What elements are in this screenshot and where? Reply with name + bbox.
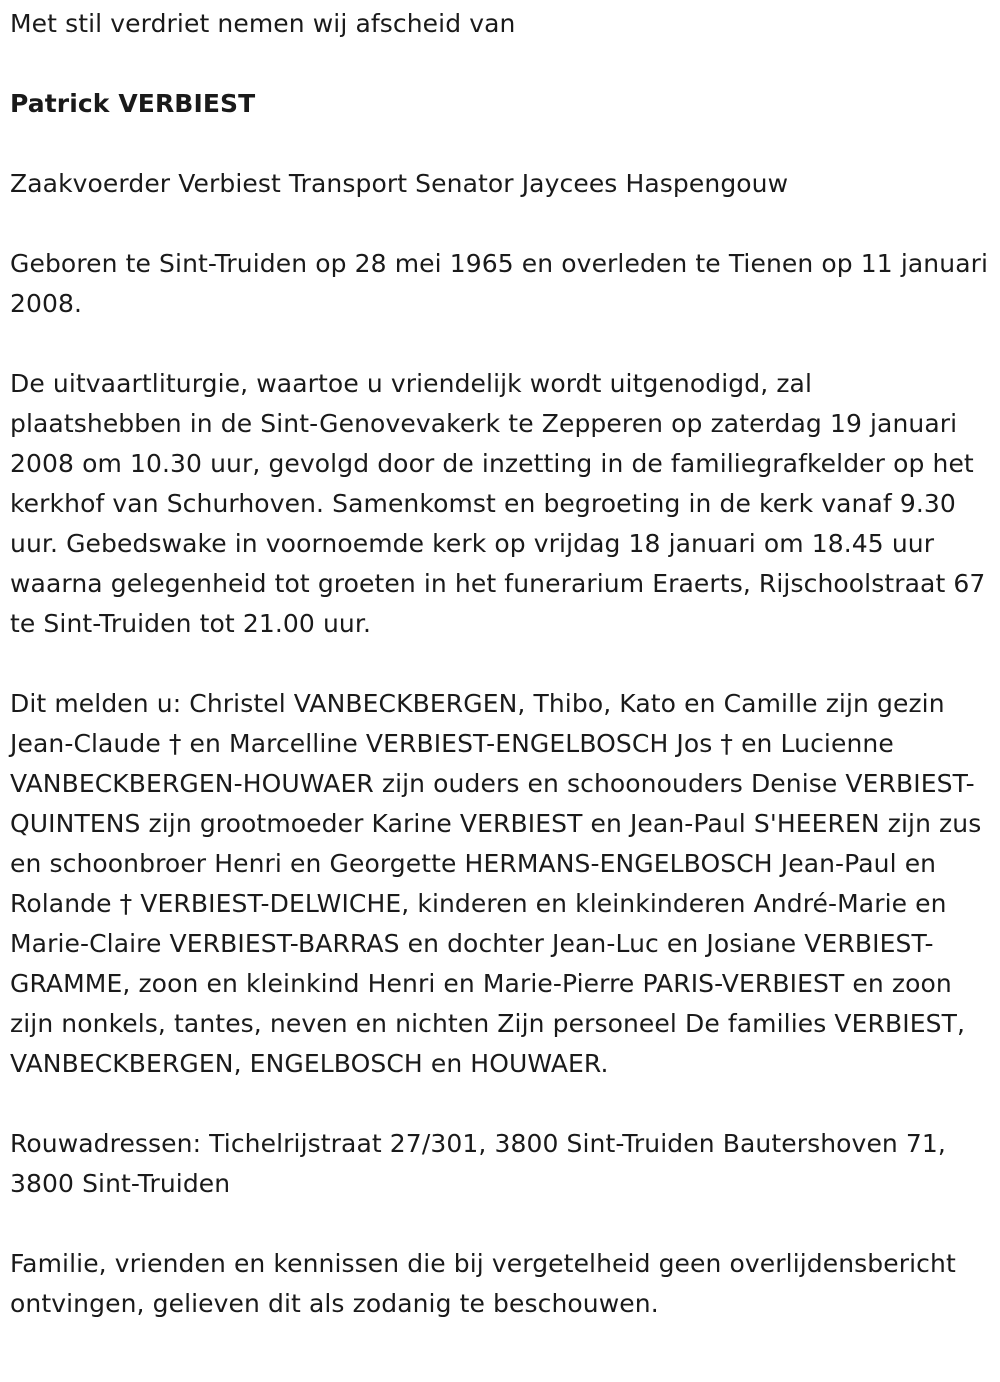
closing-note: Familie, vrienden en kennissen die bij vergetelheid geen overlijdensbericht ontvingen, gelieven dit als zodanig te beschouwen. <box>10 1249 956 1318</box>
deceased-name: Patrick VERBIEST <box>10 89 256 118</box>
occupation-text: Zaakvoerder Verbiest Transport Senator Jaycees Haspengouw <box>10 169 789 198</box>
intro-text: Met stil verdriet nemen wij afscheid van <box>10 9 516 38</box>
family-announcement: Dit melden u: Christel VANBECKBERGEN, Thibo, Kato en Camille zijn gezin Jean-Claude † en Marcelline VERBIEST-ENGELBOSCH Jos † en Lucienne VANBECKBERGEN-HOUWAER zijn ouders en schoonouders Denise VERBIEST-QUINTENS zijn grootmoeder Karine VERBIEST en Jean-Paul S'HEEREN zijn zus en schoonbroer Henri en Georgette HERMANS-ENGELBOSCH Jean-Paul en Rolande † VERBIEST-DELWICHE, kinderen en kleinkinderen André-Marie en Marie-Claire VERBIEST-BARRAS en dochter Jean-Luc en Josiane VERBIEST-GRAMME, zoon en kleinkind Henri en Marie-Pierre PARIS-VERBIEST en zoon zijn nonkels, tantes, neven en nichten Zijn personeel De families VERBIEST, VANBECKBERGEN, ENGELBOSCH en HOUWAER. <box>10 689 982 1078</box>
birth-death-text: Geboren te Sint-Truiden op 28 mei 1965 en overleden te Tienen op 11 januari 2008. <box>10 249 989 318</box>
mourning-addresses: Rouwadressen: Tichelrijstraat 27/301, 3800 Sint-Truiden Bautershoven 71, 3800 Sint-Truiden <box>10 1129 946 1198</box>
funeral-details: De uitvaartliturgie, waartoe u vriendelijk wordt uitgenodigd, zal plaatshebben in de Sint-Genovevakerk te Zepperen op zaterdag 19 januari 2008 om 10.30 uur, gevolgd door de inzetting in de familiegrafkelder op het kerkhof van Schurhoven. Samenkomst en begroeting in de kerk vanaf 9.30 uur. Gebedswake in voornoemde kerk op vrijdag 18 januari om 18.45 uur waarna gelegenheid tot groeten in het funerarium Eraerts, Rijschoolstraat 67 te Sint-Truiden tot 21.00 uur. <box>10 369 986 638</box>
